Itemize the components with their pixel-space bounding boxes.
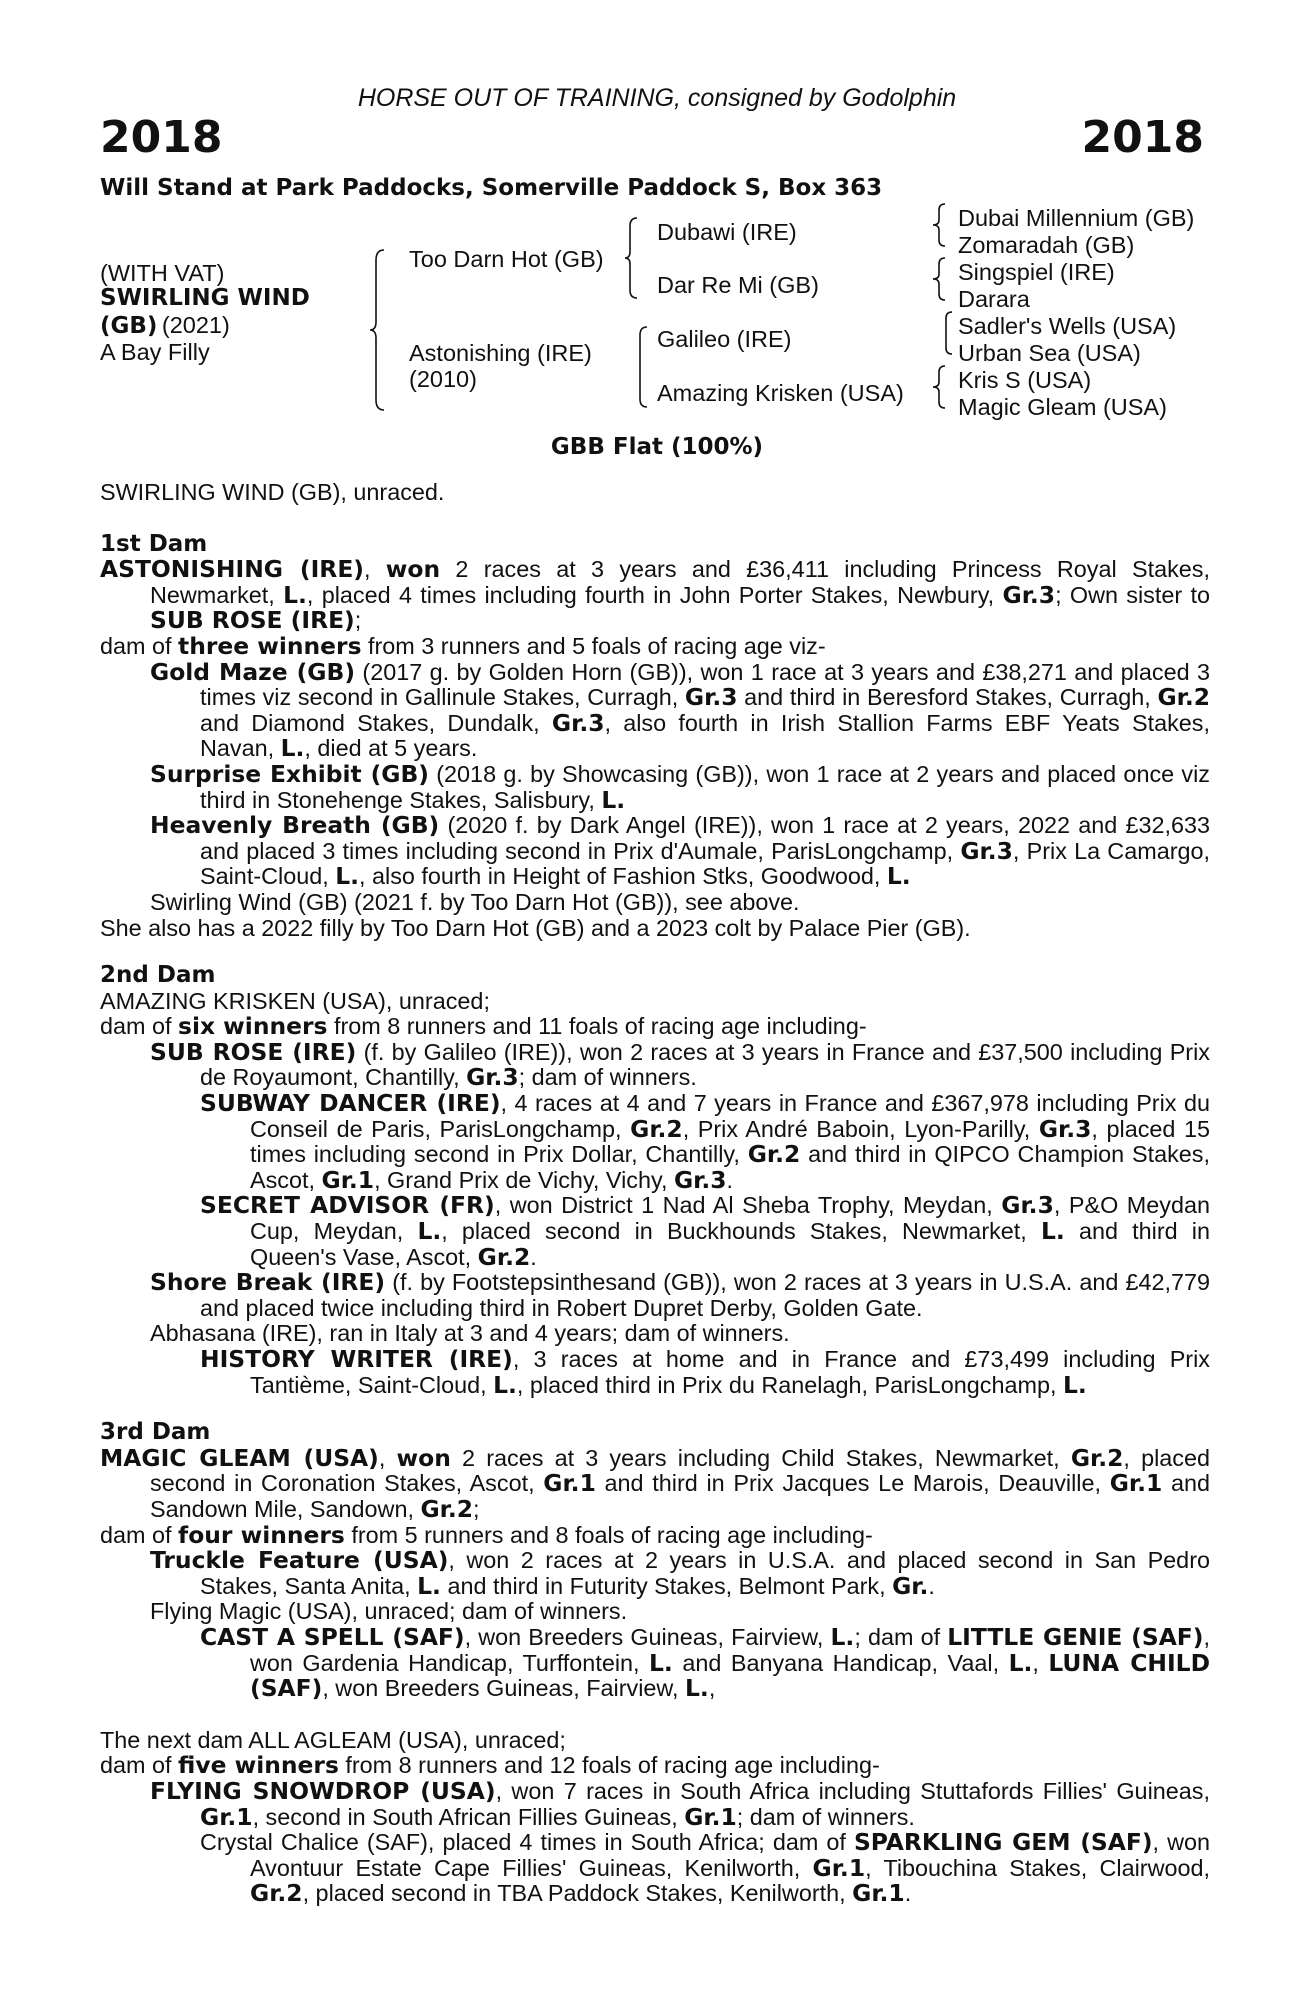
dam-paragraph: AMAZING KRISKEN (USA), unraced;: [100, 987, 490, 1014]
gen3-5: Sadler's Wells (USA): [958, 313, 1177, 339]
grand-offspring-entry: CAST A SPELL (SAF), won Breeders Guineas, Fairview, L.; dam of LITTLE GENIE (SAF), won Gardenia Handicap, Turffontein, L. and Banyana Handicap, Vaal, L., LUNA CHILD (SAF), won Breeders Guineas, Fairview, L.,: [200, 1622, 1211, 1703]
horse-year: (2021): [161, 312, 230, 338]
grand-offspring-entry: Crystal Chalice (SAF), placed 4 times in South Africa; dam of SPARKLING GEM (SAF), won Avontuur Estate Cape Fillies' Guineas, Kenilworth, Gr.1, Tibouchina Stakes, Clairwood, Gr.2, placed second in TBA Paddock Stakes, Kenilworth, Gr.1.: [200, 1828, 1210, 1908]
catalogue-body: [100, 480, 1210, 1907]
offspring-entry: Flying Magic (USA), unraced; dam of winners.: [150, 1598, 628, 1625]
sire: Too Darn Hot (GB): [409, 246, 604, 272]
sire-bracket: [625, 218, 643, 298]
gen3-6: Urban Sea (USA): [958, 340, 1141, 366]
gen3-2: Zomaradah (GB): [958, 232, 1135, 258]
gen3-1: Dubai Millennium (GB): [958, 205, 1195, 231]
year-left: 2018: [100, 112, 223, 163]
g3-bracket-4: [933, 366, 949, 408]
dam-produce-summary: dam of five winners from 8 runners and 12 foals of racing age including-: [100, 1751, 880, 1780]
horse-country: (GB): [100, 313, 158, 339]
dam-produce-summary: dam of four winners from 5 runners and 8 foals of racing age including-: [100, 1520, 873, 1549]
dam-sire: Galileo (IRE): [657, 326, 792, 352]
offspring-entry: Truckle Feature (USA), won 2 races at 2 years in U.S.A. and placed second in San Pedro Stakes, Santa Anita, L. and third in Futurity Stakes, Belmont Park, Gr..: [150, 1546, 1210, 1600]
next-dam-paragraph: The next dam ALL AGLEAM (USA), unraced;: [100, 1726, 566, 1753]
dam-produce-summary: dam of three winners from 3 runners and 5 foals of racing age viz-: [100, 631, 826, 660]
g3-bracket-1: [933, 204, 949, 246]
gen3-8: Magic Gleam (USA): [958, 394, 1167, 420]
offspring-entry: FLYING SNOWDROP (USA), won 7 races in South Africa including Stuttafords Fillies' Guineas, Gr.1, second in South African Fillies Guineas, Gr.1; dam of winners.: [150, 1776, 1210, 1831]
gbb-flat-note: GBB Flat (100%): [550, 434, 764, 460]
sire-dam: Dar Re Mi (GB): [657, 272, 819, 298]
g3-bracket-2: [933, 258, 949, 300]
consignor-line: HORSE OUT OF TRAINING, consigned by Godolphin: [357, 84, 957, 112]
unraced-note: SWIRLING WIND (GB), unraced.: [100, 479, 445, 505]
gen3-3: Singspiel (IRE): [958, 259, 1115, 285]
year-right: 2018: [1081, 112, 1204, 163]
offspring-entry: Heavenly Breath (GB) (2020 f. by Dark Angel (IRE)), won 1 race at 2 years, 2022 and £32,633 and placed 3 times including second in Prix d'Aumale, ParisLongchamp, Gr.3, Prix La Camargo, Saint-Cloud, L., also fourth in Height of Fashion Stks, Goodwood, L.: [150, 811, 1211, 891]
offspring-entry: Surprise Exhibit (GB) (2018 g. by Showcasing (GB)), won 1 race at 2 years and placed once viz third in Stonehenge Stakes, Salisbury, L.: [150, 759, 1210, 814]
dam-paragraph: MAGIC GLEAM (USA), won 2 races at 3 years including Child Stakes, Newmarket, Gr.2, placed second in Coronation Stakes, Ascot, Gr.1 and third in Prix Jacques Le Marois, Deauville, Gr.1 and Sandown Mile, Sandown, Gr.2;: [100, 1443, 1210, 1523]
vat-note: (WITH VAT): [100, 260, 225, 286]
grand-offspring-entry: SUBWAY DANCER (IRE), 4 races at 4 and 7 years in France and £367,978 including Prix du Conseil de Paris, ParisLongchamp, Gr.2, Prix André Baboin, Lyon-Parilly, Gr.3, placed 15 times including second in Prix Dollar, Chantilly, Gr.2 and third in QIPCO Champion Stakes, Ascot, Gr.1, Grand Prix de Vichy, Vichy, Gr.3.: [200, 1089, 1211, 1194]
grand-offspring-entry: SECRET ADVISOR (FR), won District 1 Nad Al Sheba Trophy, Meydan, Gr.3, P&O Meydan Cup, Meydan, L., placed second in Buckhounds Stakes, Newmarket, L. and third in Queen's Vase, Ascot, Gr.2.: [200, 1191, 1211, 1271]
horse-name: SWIRLING WIND: [100, 285, 310, 311]
horse-country-year: [100, 312, 230, 339]
section-title-3rd-dam: 3rd Dam: [100, 1419, 211, 1446]
pedigree-bracket: [370, 250, 390, 410]
dam: Astonishing (IRE): [409, 340, 592, 366]
grand-offspring-entry: HISTORY WRITER (IRE), 3 races at home and in France and £73,499 including Prix Tantième, Saint-Cloud, L., placed third in Prix du Ranelagh, ParisLongchamp, L.: [200, 1345, 1210, 1399]
dam-paragraph: ASTONISHING (IRE), won 2 races at 3 years and £36,411 including Princess Royal Stakes, Newmarket, L., placed 4 times including fourth in John Porter Stakes, Newbury, Gr.3; Own sister to SUB ROSE (IRE);: [100, 555, 1210, 635]
g3-bracket-3: [940, 312, 956, 354]
section-title-2nd-dam: 2nd Dam: [100, 962, 216, 989]
section-title-1st-dam: 1st Dam: [100, 530, 208, 557]
gen3-4: Darara: [958, 286, 1030, 312]
offspring-entry: Shore Break (IRE) (f. by Footstepsinthesand (GB)), won 2 races at 3 years in U.S.A. and £42,779 and placed twice including third in Robert Dupret Derby, Golden Gate.: [150, 1268, 1210, 1321]
dam-year: (2010): [409, 366, 477, 392]
horse-description: A Bay Filly: [100, 339, 210, 365]
sire-sire: Dubawi (IRE): [657, 219, 797, 245]
gen3-7: Kris S (USA): [958, 367, 1092, 393]
dam-produce-summary: dam of six winners from 8 runners and 11 foals of racing age including-: [100, 1012, 867, 1041]
dam-dam: Amazing Krisken (USA): [657, 380, 904, 406]
offspring-entry: Swirling Wind (GB) (2021 f. by Too Darn Hot (GB)), see above.: [150, 888, 800, 915]
offspring-entry: Abhasana (IRE), ran in Italy at 3 and 4 years; dam of winners.: [150, 1320, 790, 1347]
dam-bracket: [635, 327, 653, 407]
stand-location: Will Stand at Park Paddocks, Somerville Paddock S, Box 363: [100, 175, 883, 201]
offspring-entry: SUB ROSE (IRE) (f. by Galileo (IRE)), won 2 races at 3 years in France and £37,500 including Prix de Royaumont, Chantilly, Gr.3; dam of winners.: [150, 1037, 1210, 1092]
dam-other-foals: She also has a 2022 filly by Too Darn Hot (GB) and a 2023 colt by Palace Pier (GB).: [100, 914, 971, 941]
offspring-entry: Gold Maze (GB) (2017 g. by Golden Horn (GB)), won 1 race at 3 years and £38,271 and placed 3 times viz second in Gallinule Stakes, Curragh, Gr.3 and third in Beresford Stakes, Curragh, Gr.2 and Diamond Stakes, Dundalk, Gr.3, also fourth in Irish Stallion Farms EBF Yeats Stakes, Navan, L., died at 5 years.: [150, 657, 1210, 763]
